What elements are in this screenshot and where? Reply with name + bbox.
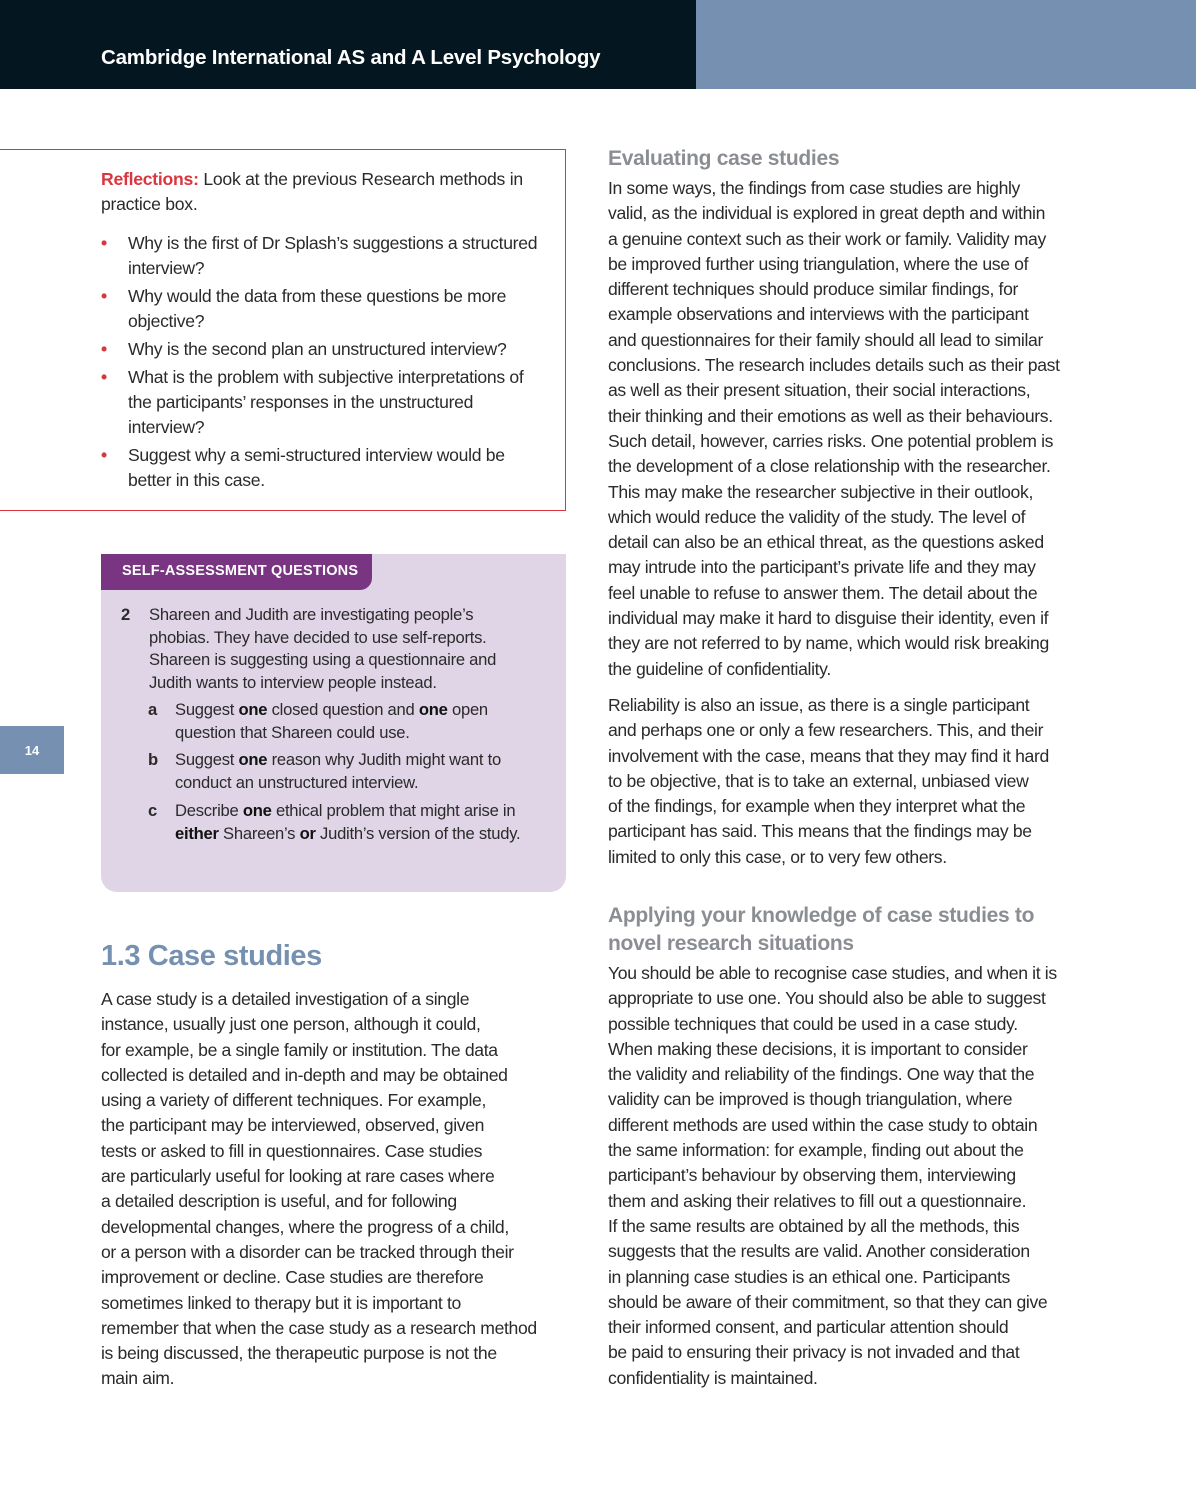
- bullet-icon: •: [101, 233, 107, 253]
- heading-line: novel research situations: [608, 932, 854, 955]
- header-dark-band: [0, 0, 696, 89]
- list-item: [101, 365, 551, 440]
- question-number: 2: [121, 605, 131, 624]
- subquestion-b: Suggest one reason why Judith might want to conduct an unstructured interview.: [175, 750, 501, 792]
- list-item: [101, 284, 551, 334]
- text-line: In some ways, the findings from case studies are highly: [608, 178, 1021, 198]
- text-line: validity can be improved is though triangulation, where: [608, 1089, 1013, 1110]
- text-line: confidentiality is maintained.: [608, 1367, 818, 1388]
- text-line: be paid to ensuring their privacy is not invaded and that: [608, 1342, 1020, 1363]
- subquestion-c: Describe one ethical problem that might arise in either Shareen’s or Judith’s version of the study.: [175, 801, 521, 843]
- bullet-text: Why is the second plan an unstructured interview?: [128, 339, 507, 359]
- text-line: valid, as the individual is explored in great depth and within: [608, 203, 1046, 224]
- text-line: their informed consent, and particular attention should: [608, 1317, 1009, 1338]
- text-line: or a person with a disorder can be tracked through their: [101, 1241, 514, 1262]
- text-line: limited to only this case, or to very few others.: [608, 846, 947, 867]
- text-line: participant has said. This means that the findings may be: [608, 821, 1032, 842]
- applying-paragraph: [608, 961, 1078, 1391]
- text-line: and perhaps one or only a few researchers. This, and their: [608, 720, 1044, 741]
- text-line: should be aware of their commitment, so that they can give: [608, 1291, 1048, 1312]
- reflections-bullet-list: [101, 231, 551, 496]
- heading-line: Applying your knowledge of case studies to: [608, 904, 1035, 927]
- text-line: example observations and interviews with the participant: [608, 304, 1029, 325]
- text-line: different techniques should produce similar findings, for: [608, 279, 1019, 300]
- text-line: tests or asked to fill in questionnaires. Case studies: [101, 1140, 483, 1161]
- text-line: a genuine context such as their work or family. Validity may: [608, 228, 1046, 249]
- question-text: Shareen and Judith are investigating people’s phobias. They have decided to use self-reports. Shareen is suggesting using a questionnaire and Judith wants to interview people instead.: [149, 605, 497, 693]
- text-line: suggests that the results are valid. Another consideration: [608, 1241, 1030, 1262]
- text-line: involvement with the case, means that they may find it hard: [608, 745, 1049, 766]
- text-line: in planning case studies is an ethical one. Participants: [608, 1266, 1010, 1287]
- text-line: sometimes linked to therapy but it is important to: [101, 1292, 461, 1313]
- text-line: the same information: for example, finding out about the: [608, 1140, 1024, 1161]
- bullet-text: What is the problem with subjective interpretations of the participants’ responses in the unstructured interview?: [128, 367, 524, 437]
- text-line: their thinking and their emotions as well as their behaviours.: [608, 405, 1053, 426]
- header-blue-band: [696, 0, 1196, 89]
- text-line: main aim.: [101, 1368, 175, 1389]
- text-line: When making these decisions, it is important to consider: [608, 1038, 1028, 1059]
- reflections-lead: Reflections:: [101, 169, 199, 189]
- page-number: 14: [24, 742, 40, 758]
- reflections-intro: [101, 167, 541, 217]
- bullet-icon: •: [101, 339, 107, 359]
- bullet-text: Why would the data from these questions be more objective?: [128, 286, 507, 331]
- text-line: for example, be a single family or institution. The data: [101, 1039, 498, 1060]
- text-line: using a variety of different techniques. For example,: [101, 1090, 487, 1111]
- text-line: A case study is a detailed investigation of a single: [101, 989, 470, 1009]
- text-line: and questionnaires for their family should all lead to similar: [608, 329, 1043, 350]
- evaluating-heading: Evaluating case studies: [608, 147, 840, 170]
- applying-heading: [608, 902, 1034, 958]
- text-line: collected is detailed and in-depth and may be obtained: [101, 1064, 508, 1085]
- text-line: the development of a close relationship with the researcher.: [608, 456, 1051, 477]
- text-line: may intrude into the participant’s private life and they may: [608, 557, 1036, 578]
- text-line: to be objective, that is to take an external, unbiased view: [608, 770, 1029, 791]
- text-line: different methods are used within the case study to obtain: [608, 1114, 1038, 1135]
- subquestion-label-c: c: [148, 801, 158, 820]
- text-line: individual may make it hard to disguise their identity, even if: [608, 608, 1049, 629]
- text-line: participant’s behaviour by observing them, interviewing: [608, 1165, 1016, 1186]
- text-line: the participant may be interviewed, observed, given: [101, 1115, 485, 1136]
- text-line: developmental changes, where the progress of a child,: [101, 1216, 509, 1237]
- text-line: of the findings, for example when they interpret what the: [608, 796, 1026, 817]
- text-line: instance, usually just one person, although it could,: [101, 1014, 481, 1035]
- bullet-icon: •: [101, 367, 107, 387]
- text-line: as well as their present situation, their social interactions,: [608, 380, 1031, 401]
- section-body: [101, 987, 571, 1392]
- book-title: Cambridge International AS and A Level Psychology: [101, 46, 601, 69]
- text-line: remember that when the case study as a research method: [101, 1317, 537, 1338]
- list-item: [101, 231, 551, 281]
- text-line: improvement or decline. Case studies are therefore: [101, 1267, 484, 1288]
- page-number-tab: [0, 726, 64, 774]
- text-line: a detailed description is useful, and for following: [101, 1191, 457, 1212]
- page-header: [0, 0, 1196, 89]
- reflections-intro-text: Look at the previous Research methods in practice box.: [101, 169, 523, 214]
- text-line: they are not referred to by name, which would risk breaking: [608, 633, 1049, 654]
- evaluating-paragraph-1: [608, 176, 1078, 682]
- bullet-text: Suggest why a semi-structured interview would be better in this case.: [128, 445, 505, 490]
- text-line: Such detail, however, carries risks. One potential problem is: [608, 430, 1054, 451]
- subquestion-a: Suggest one closed question and one open question that Shareen could use.: [175, 700, 488, 742]
- text-line: the validity and reliability of the findings. One way that the: [608, 1064, 1035, 1085]
- text-line: If the same results are obtained by all the methods, this: [608, 1215, 1020, 1236]
- section-heading: 1.3 Case studies: [101, 940, 322, 972]
- text-line: is being discussed, the therapeutic purpose is not the: [101, 1343, 497, 1364]
- self-assessment-heading: SELF-ASSESSMENT QUESTIONS: [101, 554, 372, 590]
- text-line: conclusions. The research includes details such as their past: [608, 355, 1060, 376]
- text-line: them and asking their relatives to fill out a questionnaire.: [608, 1190, 1027, 1211]
- evaluating-paragraph-2: [608, 693, 1078, 870]
- bullet-icon: •: [101, 286, 107, 306]
- subquestion-label-a: a: [148, 700, 158, 719]
- text-line: feel unable to refuse to answer them. The detail about the: [608, 582, 1038, 603]
- text-line: are particularly useful for looking at rare cases where: [101, 1166, 495, 1187]
- bullet-icon: •: [101, 445, 107, 465]
- text-line: appropriate to use one. You should also be able to suggest: [608, 988, 1046, 1009]
- text-line: detail can also be an ethical threat, as the questions asked: [608, 532, 1044, 553]
- text-line: This may make the researcher subjective in their outlook,: [608, 481, 1033, 502]
- list-item: [101, 443, 551, 493]
- text-line: the guideline of confidentiality.: [608, 658, 831, 679]
- text-line: You should be able to recognise case studies, and when it is: [608, 963, 1057, 983]
- text-line: Reliability is also an issue, as there is a single participant: [608, 695, 1030, 715]
- text-line: which would reduce the validity of the study. The level of: [608, 506, 1026, 527]
- text-line: possible techniques that could be used in a case study.: [608, 1013, 1018, 1034]
- subquestion-label-b: b: [148, 750, 159, 769]
- list-item: [101, 337, 551, 362]
- bullet-text: Why is the first of Dr Splash’s suggestions a structured interview?: [128, 233, 538, 278]
- text-line: be improved further using triangulation, where the use of: [608, 253, 1029, 274]
